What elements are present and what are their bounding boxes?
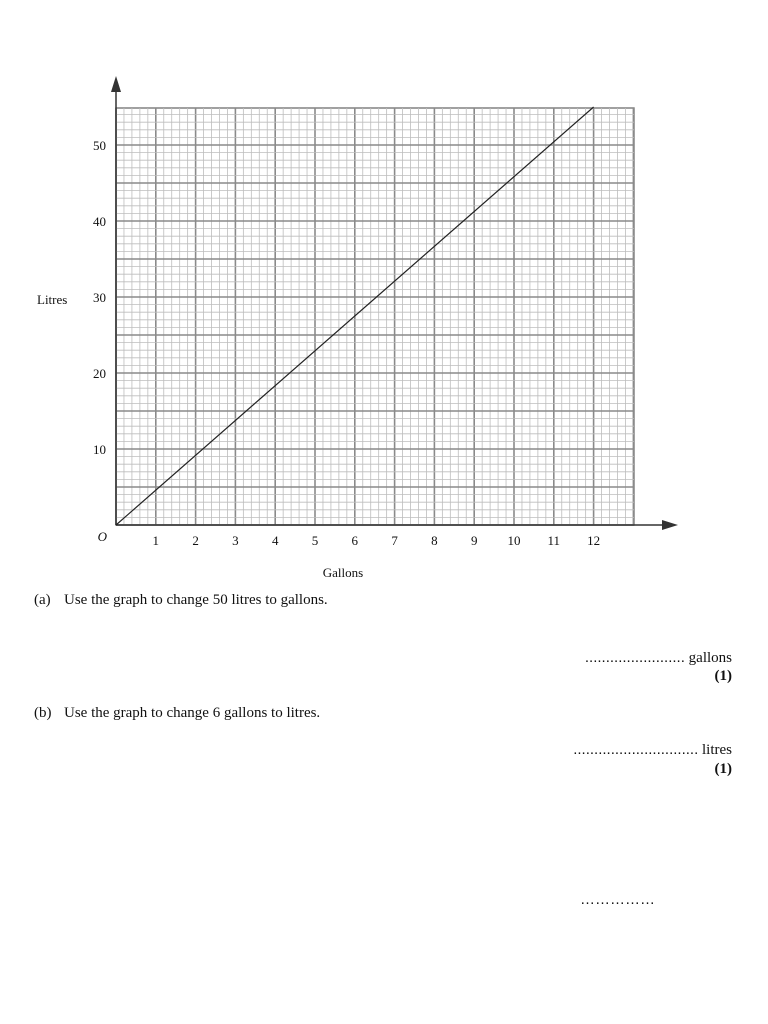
x-tick-label: 5	[311, 533, 319, 548]
question-b	[34, 705, 320, 722]
question-a-label: (a)	[34, 592, 51, 608]
question-b-text: Use the graph to change 6 gallons to litres.	[64, 705, 321, 721]
y-axis-arrow-icon	[111, 76, 121, 92]
x-tick-label: 2	[192, 533, 199, 548]
x-tick-label: 3	[232, 533, 239, 548]
x-tick-label: 1	[152, 533, 160, 548]
bottom-answer-dots[interactable]: ……………	[580, 891, 655, 908]
y-tick-label: 50	[93, 138, 106, 153]
origin-label: O	[97, 529, 107, 544]
y-tick-label: 40	[93, 214, 106, 229]
x-tick-label: 11	[547, 533, 561, 548]
x-tick-label: 12	[587, 533, 601, 548]
question-b-label: (b)	[34, 705, 52, 721]
x-tick-label: 8	[431, 533, 438, 548]
answer-a-dots: ........................	[584, 649, 685, 666]
answer-a-unit: gallons	[688, 650, 732, 666]
x-tick-label: 4	[271, 533, 279, 548]
marks-a: (1)	[714, 668, 732, 684]
answer-b-line[interactable]	[573, 741, 732, 759]
x-axis-arrow-icon	[662, 520, 678, 530]
question-a-text: Use the graph to change 50 litres to gallons.	[64, 592, 328, 608]
x-tick-label: 10	[507, 533, 521, 548]
x-tick-label: 7	[391, 533, 398, 548]
question-a	[34, 592, 328, 609]
grid-border	[116, 108, 634, 525]
y-tick-label: 20	[93, 366, 106, 381]
y-tick-label: 10	[93, 442, 106, 457]
grid	[116, 108, 634, 525]
answer-b-dots: ..............................	[573, 741, 699, 758]
answer-a-line[interactable]	[585, 649, 732, 667]
marks-b: (1)	[714, 761, 732, 777]
x-tick-label: 9	[470, 533, 478, 548]
answer-b-unit: litres	[702, 742, 732, 758]
y-tick-label: 30	[93, 290, 106, 305]
x-axis-label: Gallons	[322, 565, 364, 580]
y-axis-label: Litres	[37, 292, 68, 307]
x-tick-label: 6	[351, 533, 359, 548]
